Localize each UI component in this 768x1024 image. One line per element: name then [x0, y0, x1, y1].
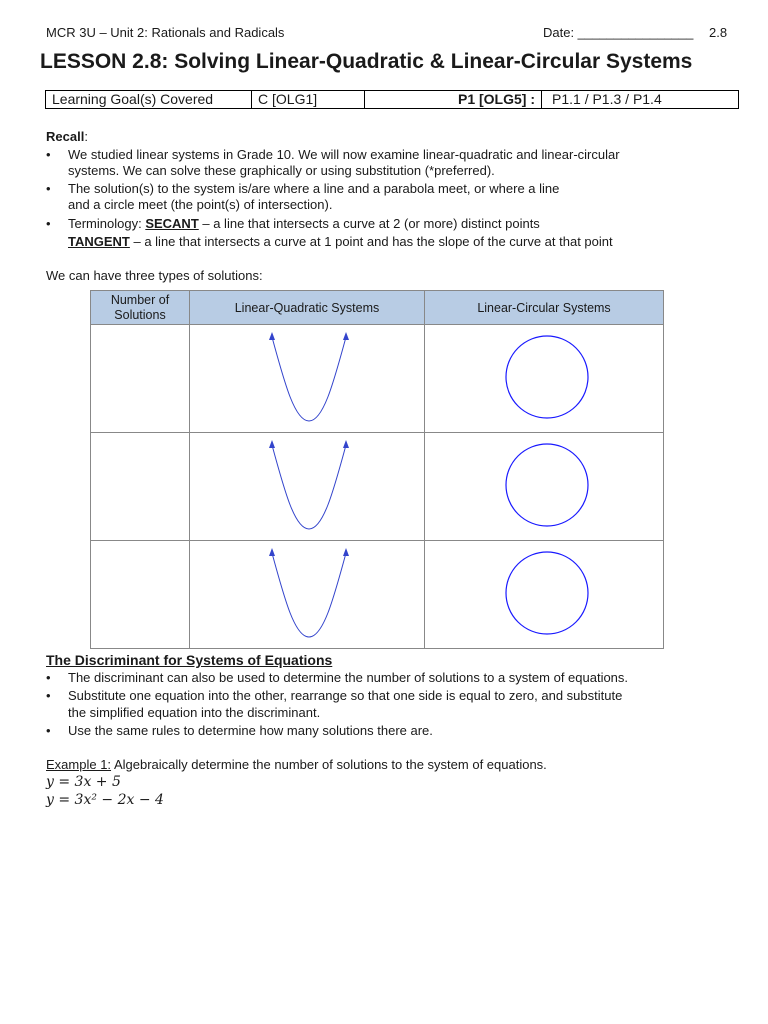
arrow-up-icon [269, 548, 275, 556]
recall-terminology-secant: Terminology: SECANT – a line that intersects a curve at 2 (or more) distinct points [68, 216, 540, 231]
circle-shape [506, 444, 588, 526]
recall-bullet-1a: We studied linear systems in Grade 10. We will now examine linear-quadratic and linear-circular [68, 147, 620, 162]
equation-2: y = 3x² − 2x − 4 [46, 792, 164, 808]
discriminant-heading: The Discriminant for Systems of Equations [46, 652, 333, 668]
circle-shape [506, 336, 588, 418]
discriminant-bullet-2b: the simplified equation into the discriminant. [68, 705, 321, 720]
col-number-of-solutions: Number of Solutions [91, 291, 190, 325]
circle-diagram [425, 325, 663, 429]
parabola-curve [272, 553, 346, 637]
parabola-curve [272, 337, 346, 421]
recall-bullet-2b: and a circle meet (the point(s) of intersection). [68, 197, 333, 212]
table-row [91, 325, 664, 433]
arrow-up-icon [269, 440, 275, 448]
lesson-title: LESSON 2.8: Solving Linear-Quadratic & Linear-Circular Systems [40, 50, 693, 73]
parabola-cell [190, 325, 425, 433]
discriminant-bullet-3: Use the same rules to determine how many solutions there are. [68, 723, 433, 738]
goals-c-code: C [OLG1] [252, 91, 365, 108]
date-field: Date: ________________ [543, 25, 694, 40]
page-number: 2.8 [709, 25, 728, 40]
arrow-up-icon [343, 440, 349, 448]
solution-count-cell [91, 325, 190, 433]
arrow-up-icon [343, 548, 349, 556]
table-row [91, 541, 664, 649]
circle-shape [506, 552, 588, 634]
recall-bullet-2a: The solution(s) to the system is/are where a line and a parabola meet, or where a line [68, 181, 560, 196]
bullet-icon: • [46, 723, 51, 738]
bullet-icon: • [46, 147, 51, 162]
goals-p-code: P1 [OLG5] : [365, 91, 542, 108]
recall-heading: Recall: [46, 129, 88, 144]
types-intro: We can have three types of solutions: [46, 268, 263, 283]
parabola-diagram [190, 541, 424, 645]
equation-1: y = 3x + 5 [46, 774, 121, 790]
bullet-icon: • [46, 216, 51, 231]
parabola-diagram [190, 325, 424, 429]
discriminant-bullet-1: The discriminant can also be used to determine the number of solutions to a system of equations. [68, 670, 629, 685]
arrow-up-icon [269, 332, 275, 340]
circle-diagram [425, 433, 663, 537]
bullet-icon: • [46, 670, 51, 685]
circle-cell [425, 433, 664, 541]
solution-count-cell [91, 541, 190, 649]
solution-count-cell [91, 433, 190, 541]
solutions-table [90, 290, 664, 649]
table-row [91, 433, 664, 541]
discriminant-bullet-2a: Substitute one equation into the other, rearrange so that one side is equal to zero, and substitute [68, 688, 623, 703]
learning-goals-table [45, 90, 739, 109]
course-header: MCR 3U – Unit 2: Rationals and Radicals [46, 25, 285, 40]
goals-p-list: P1.1 / P1.3 / P1.4 [552, 91, 662, 107]
recall-terminology-tangent: TANGENT – a line that intersects a curve at 1 point and has the slope of the curve at that point [68, 234, 613, 249]
bullet-icon: • [46, 688, 51, 703]
goals-label: Learning Goal(s) Covered [46, 91, 252, 108]
parabola-cell [190, 541, 425, 649]
bullet-icon: • [46, 181, 51, 196]
parabola-curve [272, 445, 346, 529]
col-linear-circular: Linear-Circular Systems [425, 291, 664, 325]
circle-cell [425, 325, 664, 433]
parabola-diagram [190, 433, 424, 537]
circle-diagram [425, 541, 663, 645]
recall-bullet-1b: systems. We can solve these graphically or using substitution (*preferred). [68, 163, 495, 178]
example-1-prompt: Example 1: Algebraically determine the number of solutions to the system of equations. [46, 757, 547, 772]
circle-cell [425, 541, 664, 649]
arrow-up-icon [343, 332, 349, 340]
parabola-cell [190, 433, 425, 541]
col-linear-quadratic: Linear-Quadratic Systems [190, 291, 425, 325]
